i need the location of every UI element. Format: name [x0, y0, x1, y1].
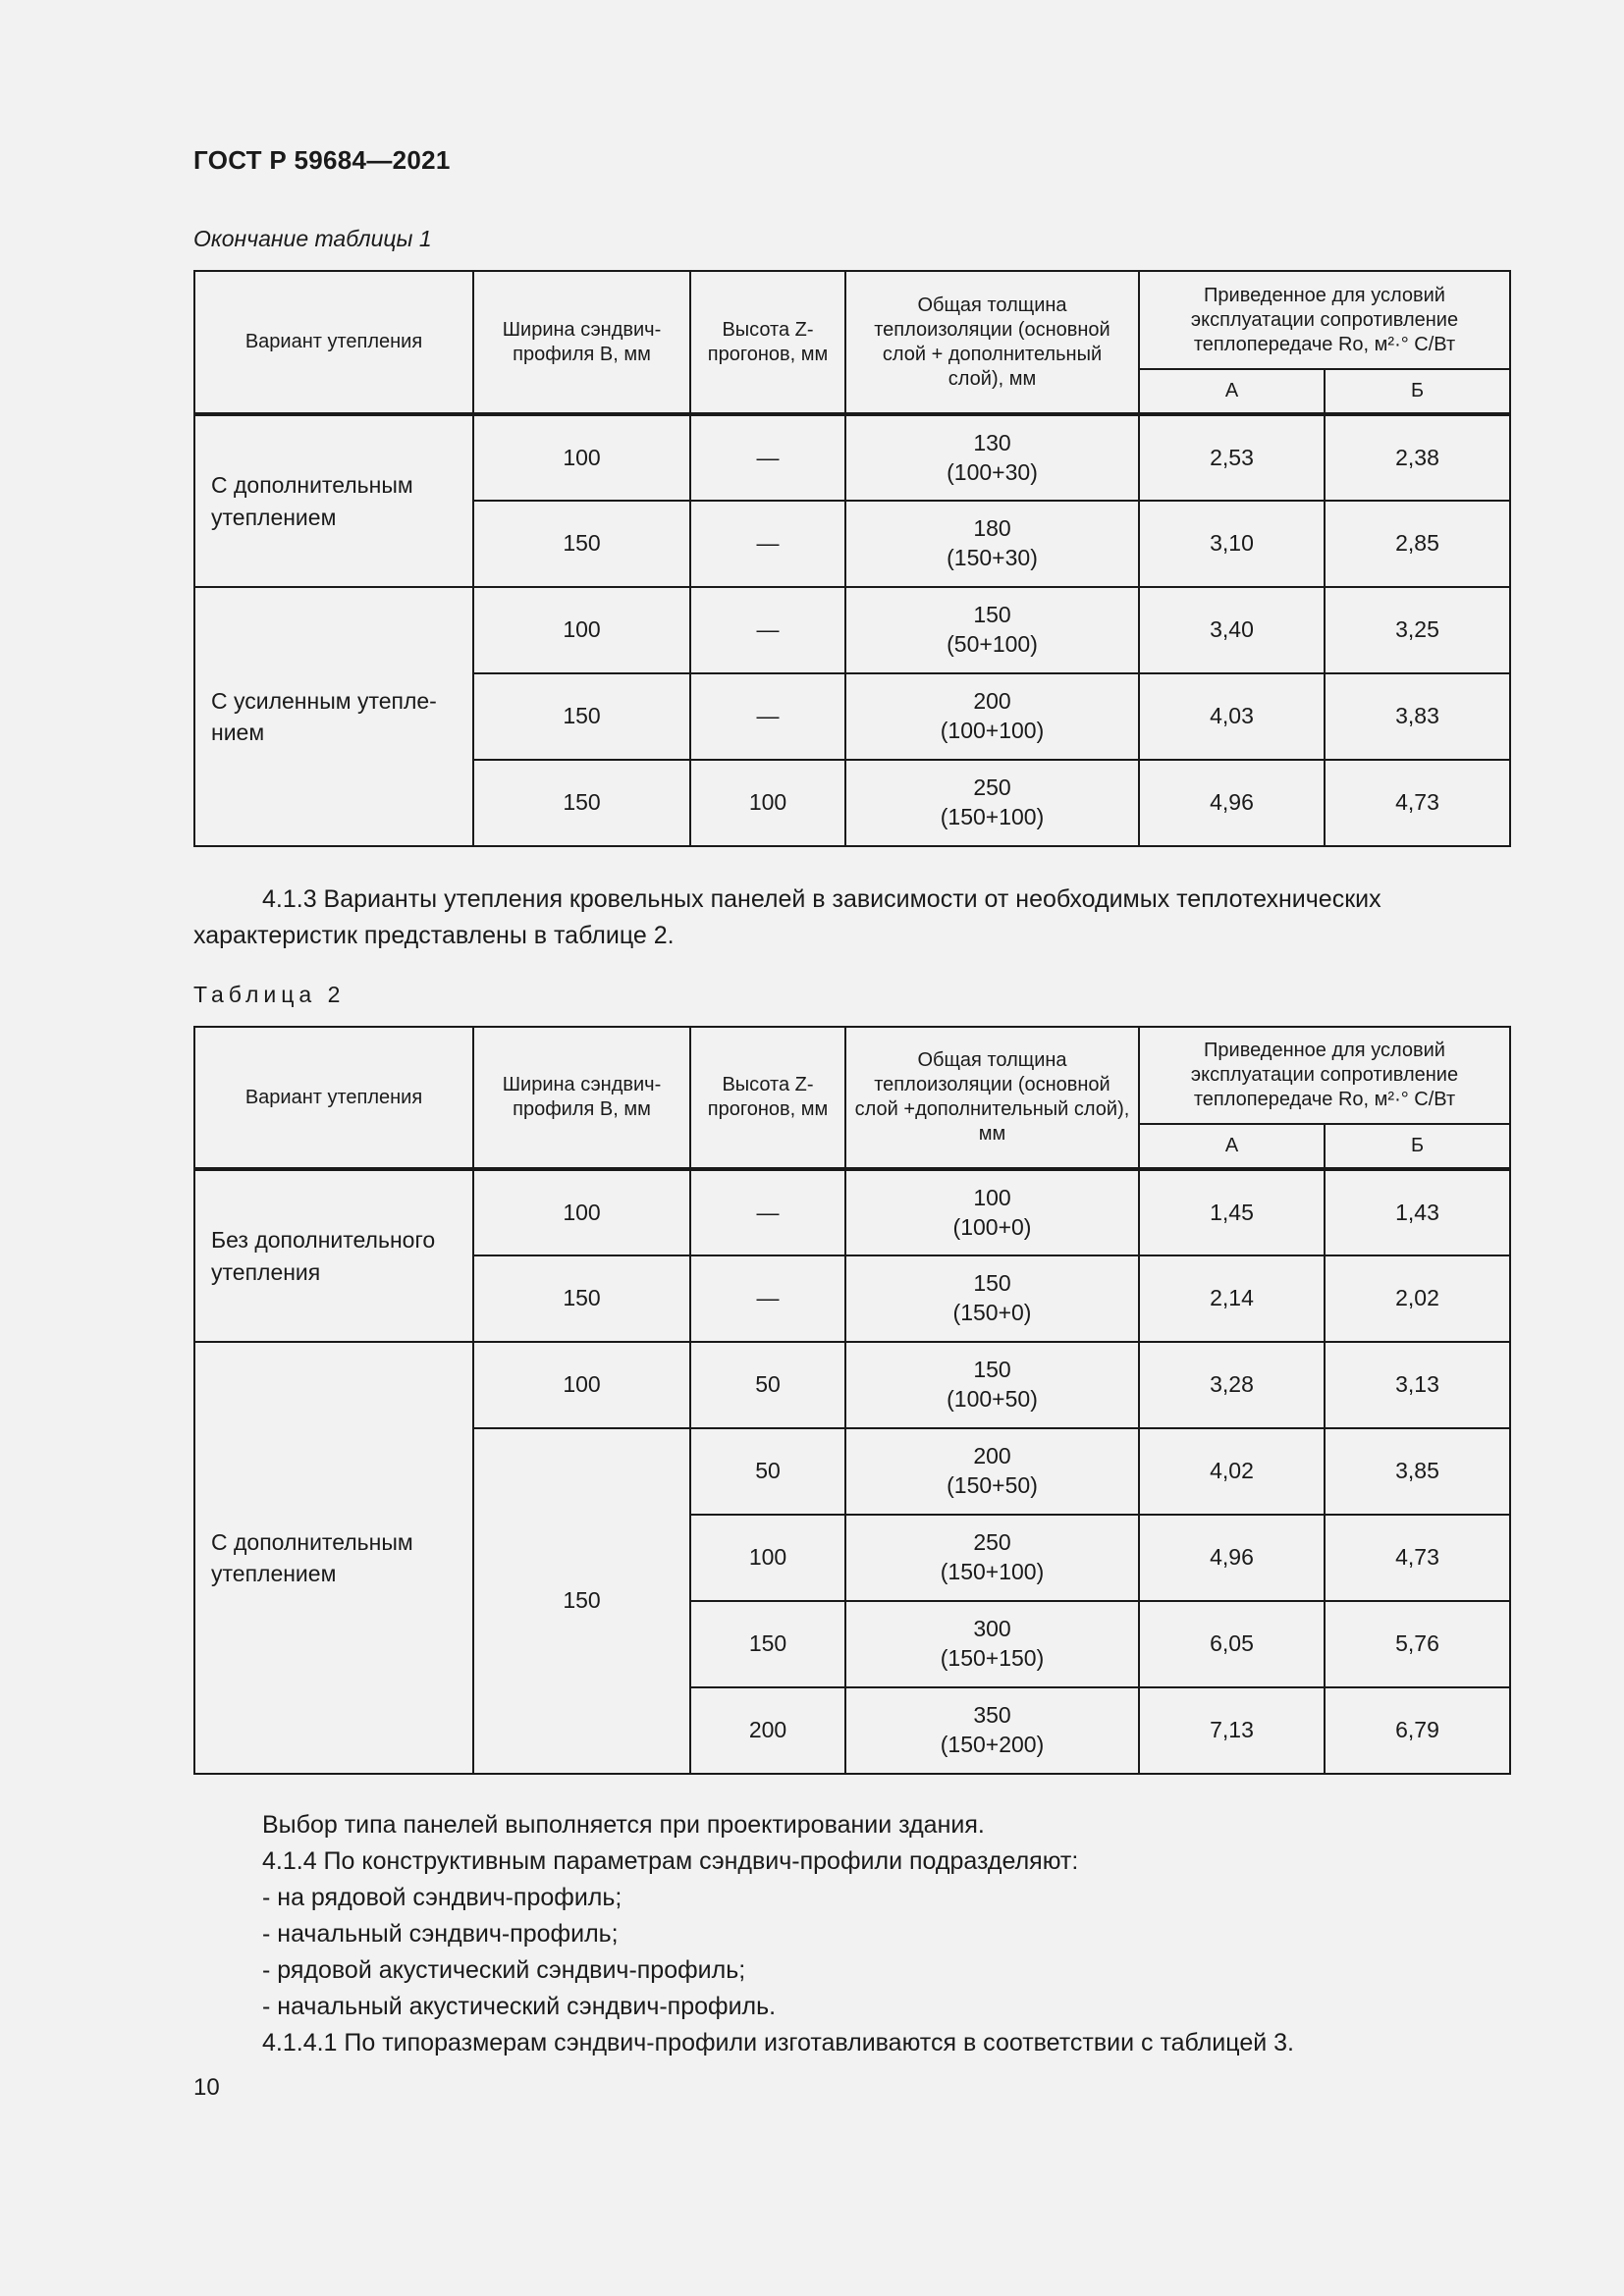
thickness-composition: (150+200): [940, 1732, 1045, 1757]
resistance-b-cell: 3,25: [1325, 587, 1510, 673]
thickness-total: 150: [973, 1270, 1011, 1297]
header-col-a: А: [1139, 369, 1325, 414]
resistance-a-cell: 4,96: [1139, 1515, 1325, 1601]
height-cell: —: [690, 673, 845, 760]
resistance-a-cell: 7,13: [1139, 1687, 1325, 1774]
resistance-b-cell: 2,85: [1325, 501, 1510, 587]
height-cell: —: [690, 501, 845, 587]
thickness-cell: [845, 1515, 1139, 1601]
table-row: [194, 587, 1510, 673]
thickness-composition: (100+30): [947, 458, 1038, 485]
thickness-composition: (150+50): [947, 1472, 1038, 1498]
resistance-a-cell: 2,53: [1139, 414, 1325, 501]
thickness-composition: (100+100): [940, 718, 1045, 743]
thickness-cell: [845, 1428, 1139, 1515]
resistance-b-cell: 3,13: [1325, 1342, 1510, 1428]
thickness-composition: (100+0): [952, 1213, 1032, 1240]
body-line: 4.1.4.1 По типоразмерам сэндвич-профили изготавливаются в соответствии с таблицей 3.: [262, 2029, 1294, 2056]
thickness-total: 200: [973, 1443, 1011, 1469]
thickness-composition: (150+100): [940, 804, 1045, 829]
thickness-composition: (150+100): [940, 1559, 1045, 1584]
thickness-cell: [845, 673, 1139, 760]
thickness-composition: (150+0): [952, 1300, 1032, 1325]
height-cell: 150: [690, 1601, 845, 1687]
height-cell: —: [690, 1169, 845, 1255]
header-height: Высота Z-прогонов, мм: [690, 1027, 845, 1169]
header-thickness: Общая толщина теплоизоляции (основной слой + дополнительный слой), мм: [845, 271, 1139, 414]
resistance-a-cell: 3,28: [1139, 1342, 1325, 1428]
body-line: Выбор типа панелей выполняется при проектировании здания.: [262, 1811, 985, 1839]
resistance-b-cell: 2,38: [1325, 414, 1510, 501]
thickness-total: 180: [973, 515, 1011, 542]
header-col-b: Б: [1325, 1124, 1510, 1169]
variant-cell: С дополнительным утеплением: [194, 1342, 473, 1774]
resistance-a-cell: 3,10: [1139, 501, 1325, 587]
width-cell: 100: [473, 1169, 690, 1255]
header-width: Ширина сэндвич-профиля В, мм: [473, 1027, 690, 1169]
thickness-composition: (100+50): [947, 1386, 1038, 1412]
width-cell: 100: [473, 1342, 690, 1428]
width-cell: 150: [473, 673, 690, 760]
resistance-b-cell: 1,43: [1325, 1169, 1510, 1255]
thickness-total: 130: [973, 429, 1011, 455]
thickness-total: 150: [973, 1357, 1011, 1383]
header-height: Высота Z-прогонов, мм: [690, 271, 845, 414]
resistance-a-cell: 4,02: [1139, 1428, 1325, 1515]
thickness-composition: (150+30): [947, 545, 1038, 570]
resistance-a-cell: 4,96: [1139, 760, 1325, 846]
width-cell: 150: [473, 760, 690, 846]
table-row: [194, 1342, 1510, 1428]
body-line: - начальный акустический сэндвич-профиль.: [262, 1993, 777, 2020]
height-cell: 100: [690, 1515, 845, 1601]
header-width: Ширина сэндвич-профиля В, мм: [473, 271, 690, 414]
body-line: - на рядовой сэндвич-профиль;: [262, 1884, 623, 1911]
paragraph-4-1-3: 4.1.3 Варианты утепления кровельных панелей в зависимости от необходимых теплотехнических характеристик представлены в таблице 2.: [193, 885, 1381, 949]
thickness-cell: [845, 501, 1139, 587]
height-cell: —: [690, 587, 845, 673]
resistance-b-cell: 4,73: [1325, 1515, 1510, 1601]
thickness-total: 250: [973, 1529, 1011, 1556]
thickness-cell: [845, 1255, 1139, 1342]
table2: [193, 1026, 1511, 1775]
resistance-b-cell: 3,85: [1325, 1428, 1510, 1515]
table-row: [194, 414, 1510, 501]
thickness-cell: [845, 1687, 1139, 1774]
thickness-total: 150: [973, 602, 1011, 628]
height-cell: —: [690, 1255, 845, 1342]
thickness-total: 350: [973, 1702, 1011, 1729]
resistance-b-cell: 3,83: [1325, 673, 1510, 760]
resistance-a-cell: 2,14: [1139, 1255, 1325, 1342]
resistance-a-cell: 4,03: [1139, 673, 1325, 760]
body-text: [262, 1807, 1509, 2061]
table-row: [194, 1169, 1510, 1255]
thickness-cell: [845, 1342, 1139, 1428]
height-cell: 200: [690, 1687, 845, 1774]
width-cell: 100: [473, 414, 690, 501]
resistance-b-cell: 5,76: [1325, 1601, 1510, 1687]
header-col-a: А: [1139, 1124, 1325, 1169]
resistance-b-cell: 6,79: [1325, 1687, 1510, 1774]
header-col-b: Б: [1325, 369, 1510, 414]
height-cell: 50: [690, 1342, 845, 1428]
width-cell: 150: [473, 1255, 690, 1342]
width-cell: 100: [473, 587, 690, 673]
table1-caption: Окончание таблицы 1: [193, 226, 432, 251]
thickness-cell: [845, 414, 1139, 501]
thickness-composition: (150+150): [940, 1645, 1045, 1671]
thickness-composition: (50+100): [947, 631, 1038, 657]
body-line: - рядовой акустический сэндвич-профиль;: [262, 1956, 746, 1984]
variant-cell: С усиленным утепле-нием: [194, 587, 473, 846]
resistance-b-cell: 4,73: [1325, 760, 1510, 846]
resistance-a-cell: 3,40: [1139, 587, 1325, 673]
body-line: 4.1.4 По конструктивным параметрам сэндвич-профили подразделяют:: [262, 1847, 1079, 1875]
page-number: 10: [193, 2074, 220, 2101]
table1: [193, 270, 1511, 847]
width-cell: 150: [473, 501, 690, 587]
thickness-cell: [845, 1601, 1139, 1687]
variant-cell: Без дополнительного утепления: [194, 1169, 473, 1342]
thickness-cell: [845, 760, 1139, 846]
table2-caption: Таблица 2: [193, 982, 346, 1007]
height-cell: 50: [690, 1428, 845, 1515]
variant-cell: С дополнительным утеплением: [194, 414, 473, 587]
thickness-cell: [845, 1169, 1139, 1255]
thickness-total: 100: [973, 1184, 1011, 1210]
resistance-a-cell: 1,45: [1139, 1169, 1325, 1255]
document-code: ГОСТ Р 59684—2021: [193, 145, 451, 175]
header-resistance: Приведенное для условий эксплуатации сопротивление теплопередаче Ro, м²·° С/Вт: [1139, 271, 1510, 369]
resistance-b-cell: 2,02: [1325, 1255, 1510, 1342]
thickness-cell: [845, 587, 1139, 673]
header-resistance: Приведенное для условий эксплуатации сопротивление теплопередаче Ro, м²·° С/Вт: [1139, 1027, 1510, 1124]
header-variant: Вариант утепления: [194, 1027, 473, 1169]
height-cell: 100: [690, 760, 845, 846]
height-cell: —: [690, 414, 845, 501]
width-cell: 150: [473, 1428, 690, 1774]
header-thickness: Общая толщина теплоизоляции (основной слой +дополнительный слой), мм: [845, 1027, 1139, 1169]
resistance-a-cell: 6,05: [1139, 1601, 1325, 1687]
header-variant: Вариант утепления: [194, 271, 473, 414]
thickness-total: 300: [973, 1616, 1011, 1642]
thickness-total: 250: [973, 774, 1011, 801]
thickness-total: 200: [973, 688, 1011, 715]
body-line: - начальный сэндвич-профиль;: [262, 1920, 619, 1948]
